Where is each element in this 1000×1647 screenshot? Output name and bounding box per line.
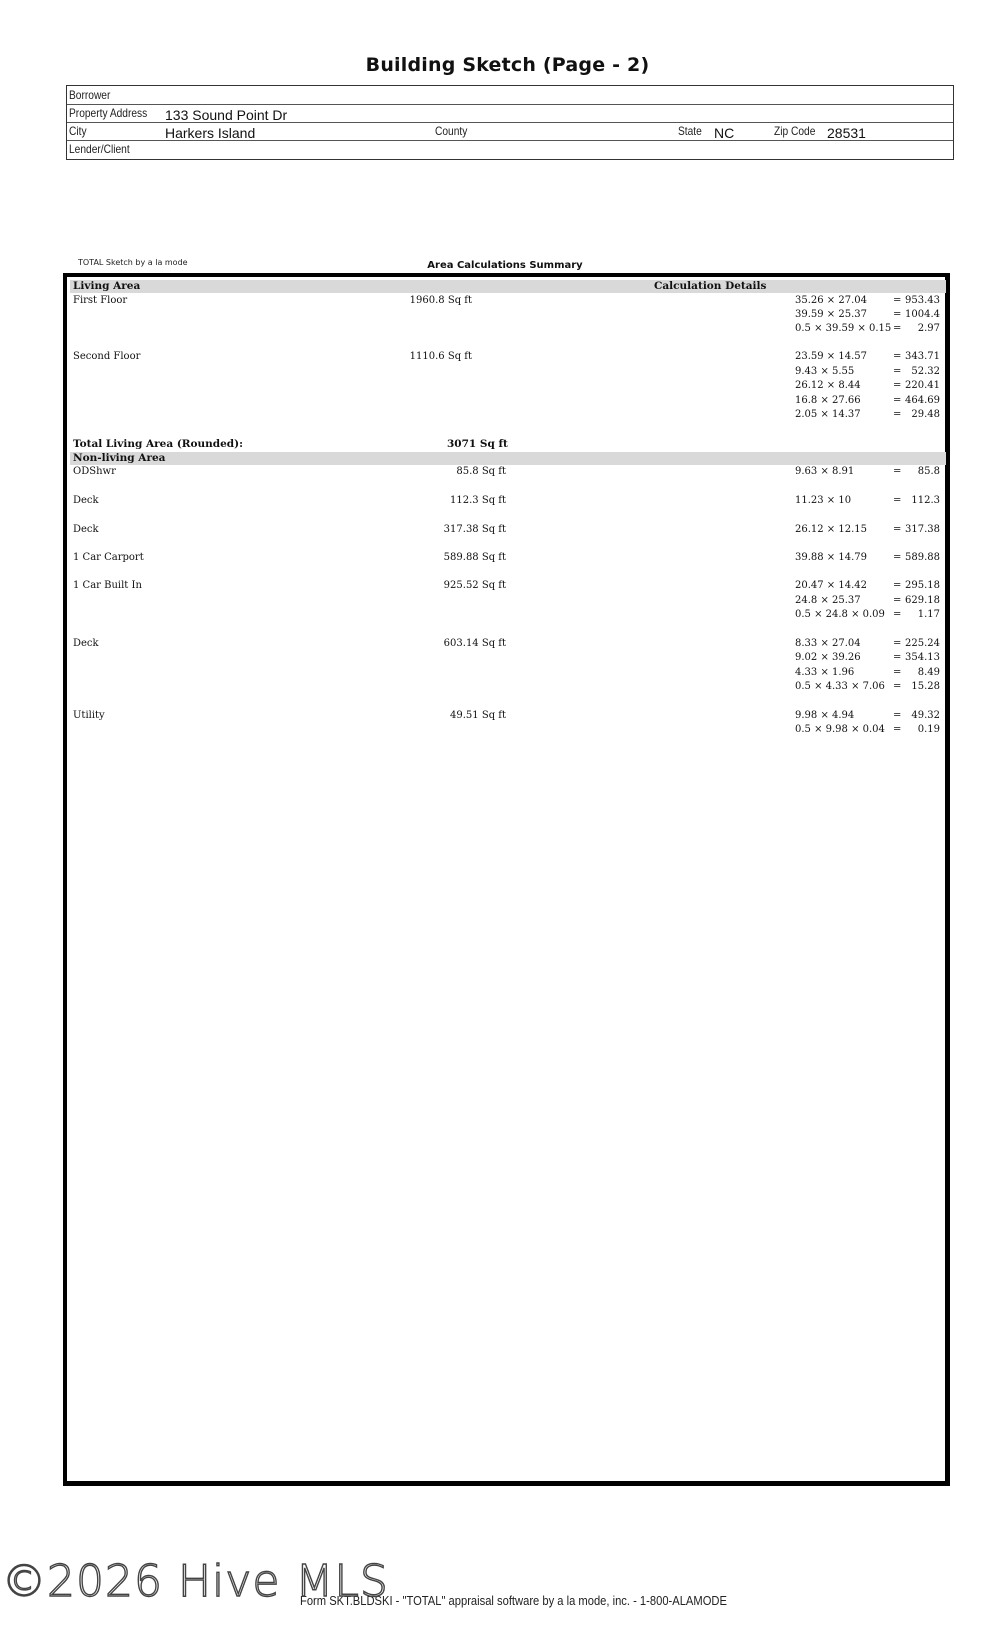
- calc-result: 49.32: [911, 710, 940, 721]
- calc-result: 589.88: [905, 552, 940, 563]
- calc-result: 8.49: [917, 667, 940, 678]
- address-label: Property Address: [69, 106, 148, 120]
- nonliving-area: 112.3 Sq ft: [450, 495, 506, 506]
- calc-eq: =: [893, 409, 902, 420]
- calc-result: 52.32: [911, 366, 940, 377]
- calc-expr: 39.59 × 25.37: [795, 309, 867, 320]
- second-floor-area: 1110.6 Sq ft: [409, 351, 472, 362]
- calc-expr: 39.88 × 14.79: [795, 552, 867, 563]
- calc-expr: 8.33 × 27.04: [795, 638, 861, 649]
- nonliving-label: Deck: [73, 524, 99, 535]
- calc-expr: 0.5 × 24.8 × 0.09: [795, 609, 885, 620]
- nonliving-area: 85.8 Sq ft: [456, 466, 506, 477]
- calc-expr: 2.05 × 14.37: [795, 409, 861, 420]
- calc-expr: 0.5 × 39.59 × 0.15: [795, 323, 892, 334]
- calc-eq: =: [893, 609, 902, 620]
- living-area-header: Living Area: [73, 280, 141, 292]
- calc-expr: 16.8 × 27.66: [795, 395, 861, 406]
- borrower-row: [67, 86, 953, 105]
- zip-value: 28531: [827, 125, 866, 141]
- nonliving-area-header: Non-living Area: [73, 452, 166, 464]
- calc-expr: 24.8 × 25.37: [795, 595, 861, 606]
- calc-result: 15.28: [911, 681, 940, 692]
- calc-result: 2.97: [917, 323, 940, 334]
- borrower-label: Borrower: [69, 88, 111, 102]
- calc-eq: =: [893, 351, 902, 362]
- calc-result: 1.17: [917, 609, 940, 620]
- calc-eq: =: [893, 380, 902, 391]
- nonliving-label: ODShwr: [73, 466, 116, 477]
- calc-result: 464.69: [905, 395, 940, 406]
- calc-result: 29.48: [911, 409, 940, 420]
- calc-expr: 9.43 × 5.55: [795, 366, 855, 377]
- page-title: Building Sketch (Page - 2): [365, 54, 650, 76]
- calc-eq: =: [893, 524, 902, 535]
- property-header-box: [66, 85, 954, 160]
- calc-result: 85.8: [917, 466, 940, 477]
- living-area-bar: [70, 280, 946, 293]
- nonliving-area: 589.88 Sq ft: [443, 552, 506, 563]
- summary-title: Area Calculations Summary: [427, 260, 583, 271]
- nonliving-area: 925.52 Sq ft: [443, 580, 506, 591]
- calc-eq: =: [893, 366, 902, 377]
- calc-eq: =: [893, 580, 902, 591]
- nonliving-label: 1 Car Built In: [73, 580, 142, 591]
- calc-result: 295.18: [905, 580, 940, 591]
- nonliving-area: 49.51 Sq ft: [450, 710, 506, 721]
- calc-eq: =: [893, 652, 902, 663]
- address-value: 133 Sound Point Dr: [165, 107, 288, 123]
- calc-eq: =: [893, 395, 902, 406]
- calc-eq: =: [893, 552, 902, 563]
- watermark: ©2026 Hive MLS: [2, 1556, 389, 1607]
- calc-result: 112.3: [911, 495, 940, 506]
- nonliving-area: 317.38 Sq ft: [443, 524, 506, 535]
- first-floor-label: First Floor: [73, 295, 128, 306]
- calc-expr: 0.5 × 4.33 × 7.06: [795, 681, 885, 692]
- calc-eq: =: [893, 466, 902, 477]
- calc-result: 953.43: [905, 295, 940, 306]
- nonliving-label: Utility: [73, 710, 105, 721]
- form-footer: Form SKT.BLDSKI - "TOTAL" appraisal software by a la mode, inc. - 1-800-ALAMODE: [300, 1593, 727, 1608]
- calc-result: 317.38: [905, 524, 940, 535]
- first-floor-area: 1960.8 Sq ft: [409, 295, 472, 306]
- calc-eq: =: [893, 295, 902, 306]
- calc-eq: =: [893, 309, 902, 320]
- state-label: State: [678, 124, 702, 138]
- calc-expr: 23.59 × 14.57: [795, 351, 867, 362]
- calc-result: 0.19: [917, 724, 940, 735]
- nonliving-label: 1 Car Carport: [73, 552, 144, 563]
- city-row: [67, 122, 953, 141]
- zip-label: Zip Code: [774, 124, 816, 138]
- lender-row: [67, 140, 953, 158]
- total-living-label: Total Living Area (Rounded):: [73, 438, 243, 450]
- calc-eq: =: [893, 595, 902, 606]
- total-living-value: 3071 Sq ft: [447, 438, 508, 450]
- nonliving-label: Deck: [73, 638, 99, 649]
- calc-expr: 4.33 × 1.96: [795, 667, 855, 678]
- city-value: Harkers Island: [165, 125, 256, 141]
- county-label: County: [435, 124, 468, 138]
- calc-expr: 26.12 × 8.44: [795, 380, 861, 391]
- calc-result: 354.13: [905, 652, 940, 663]
- calc-result: 220.41: [905, 380, 940, 391]
- second-floor-label: Second Floor: [73, 351, 141, 362]
- calc-eq: =: [893, 323, 902, 334]
- lender-label: Lender/Client: [69, 142, 130, 156]
- calc-expr: 20.47 × 14.42: [795, 580, 867, 591]
- calc-eq: =: [893, 495, 902, 506]
- nonliving-area-bar: [70, 452, 946, 465]
- calc-eq: =: [893, 710, 902, 721]
- calc-expr: 26.12 × 12.15: [795, 524, 867, 535]
- state-value: NC: [714, 125, 735, 141]
- calc-expr: 9.02 × 39.26: [795, 652, 861, 663]
- calc-eq: =: [893, 638, 902, 649]
- calc-result: 225.24: [905, 638, 940, 649]
- nonliving-area: 603.14 Sq ft: [443, 638, 506, 649]
- calc-expr: 9.63 × 8.91: [795, 466, 855, 477]
- calc-result: 343.71: [905, 351, 940, 362]
- city-label: City: [69, 124, 87, 138]
- calc-expr: 35.26 × 27.04: [795, 295, 867, 306]
- calc-eq: =: [893, 667, 902, 678]
- address-row: [67, 104, 953, 123]
- calc-eq: =: [893, 724, 902, 735]
- nonliving-label: Deck: [73, 495, 99, 506]
- calc-expr: 11.23 × 10: [795, 495, 852, 506]
- calc-result: 1004.4: [905, 309, 940, 320]
- sketch-caption: TOTAL Sketch by a la mode: [78, 258, 188, 267]
- calc-expr: 9.98 × 4.94: [795, 710, 855, 721]
- calc-eq: =: [893, 681, 902, 692]
- calc-expr: 0.5 × 9.98 × 0.04: [795, 724, 885, 735]
- calc-result: 629.18: [905, 595, 940, 606]
- calc-details-header: Calculation Details: [654, 280, 767, 292]
